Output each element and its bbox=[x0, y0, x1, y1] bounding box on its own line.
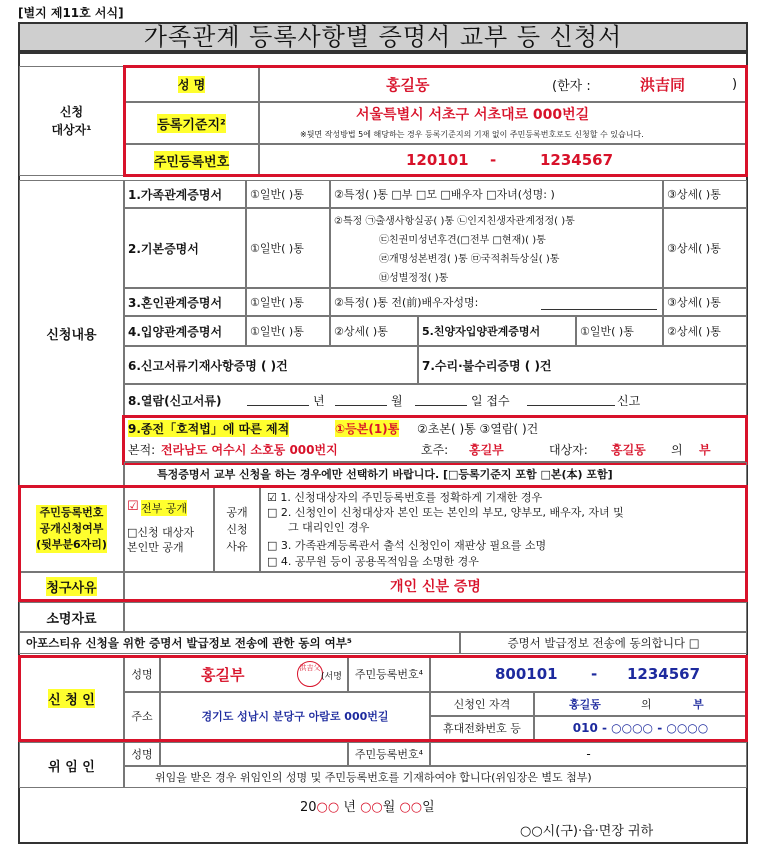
r9-row bbox=[124, 416, 747, 462]
r1-general[interactable]: ①일반( )통 bbox=[246, 180, 330, 208]
applicant-addr-value[interactable]: 경기도 성남시 분당구 아람로 000번길 bbox=[160, 692, 430, 740]
r8-day: 일 접수 bbox=[471, 393, 510, 408]
content-header: 신청내용 bbox=[19, 180, 124, 486]
delegate-header: 위 임 인 bbox=[19, 742, 124, 788]
applicant-rrn-front[interactable]: 800101 bbox=[495, 665, 558, 683]
r8-row bbox=[124, 384, 747, 416]
r8-month-field[interactable] bbox=[335, 405, 387, 406]
applicant-addr-label: 주소 bbox=[124, 692, 160, 740]
r4-detail[interactable]: ②상세( )통 bbox=[330, 316, 418, 346]
r8-year: 년 bbox=[313, 393, 325, 408]
r8-report-field[interactable] bbox=[527, 405, 615, 406]
target-rrn-dash: - bbox=[490, 151, 497, 169]
r9-extract[interactable]: ②초본( )통 ③열람( )건 bbox=[417, 422, 539, 436]
applicant-qual-a[interactable]: 홍길동 bbox=[569, 698, 601, 711]
apostille-consent[interactable]: 증명서 발급정보 전송에 동의합니다 □ bbox=[460, 632, 747, 654]
reason-header bbox=[214, 486, 260, 572]
rrn-disclosure-header bbox=[19, 486, 124, 572]
target-hanja-label: (한자 : bbox=[552, 78, 591, 94]
applicant-qual-b[interactable]: 부 bbox=[693, 698, 704, 711]
applicant-qual-of: 의 bbox=[641, 698, 652, 711]
target-base-note: ※뒷면 작성방법 5에 해당하는 경우 등록기준지의 기재 없이 주민등록번호로도 신청할 수 있습니다. bbox=[300, 130, 644, 139]
delegate-rrn-value[interactable]: - bbox=[430, 742, 747, 766]
r1-label: 1.가족관계증명서 bbox=[124, 180, 246, 208]
r8-label: 8.열람(신고서류) bbox=[128, 393, 222, 408]
r4-label: 4.입양관계증명서 bbox=[124, 316, 246, 346]
applicant-phone-label: 휴대전화번호 등 bbox=[430, 716, 534, 740]
r2-label: 2.기본증명서 bbox=[124, 208, 246, 288]
opt-all-label[interactable]: 전부 공개 bbox=[141, 502, 188, 515]
delegate-rrn-label: 주민등록번호⁴ bbox=[348, 742, 430, 766]
r9-target-label: 대상자: bbox=[549, 443, 588, 457]
r9-head-value[interactable]: 홍길부 bbox=[469, 443, 504, 457]
r5-label: 5.친양자입양관계증명서 bbox=[418, 316, 576, 346]
date-day-fill[interactable]: ○○ bbox=[399, 800, 423, 815]
r9-rel-value[interactable]: 부 bbox=[699, 443, 711, 457]
target-base-label-text: 등록기준지² bbox=[157, 114, 225, 133]
r9-title: 9.종전「호적법」에 따른 제적 bbox=[128, 422, 290, 436]
r8-month: 월 bbox=[391, 393, 403, 408]
target-rrn-label-text: 주민등록번호 bbox=[154, 151, 229, 170]
form-number-label: [별지 제11호 서식] bbox=[18, 6, 124, 20]
reason-1[interactable]: ☑ 1. 신청대상자의 주민등록번호를 정확하게 기재한 경우 bbox=[267, 491, 543, 504]
apostille-label: 아포스티유 신청을 위한 증명서 발급정보 전송에 관한 동의 여부⁵ bbox=[19, 632, 460, 654]
target-rrn-row bbox=[259, 144, 747, 176]
r9-rel-label: 의 bbox=[671, 443, 683, 457]
evidence-value[interactable] bbox=[124, 602, 747, 632]
r3-specific bbox=[330, 288, 663, 316]
target-rrn-back[interactable]: 1234567 bbox=[540, 151, 614, 169]
target-hanja-value[interactable]: 洪吉同 bbox=[640, 75, 686, 94]
seal-stamp: 洪吉父 bbox=[297, 661, 323, 687]
applicant-phone-value[interactable]: 010 - ○○○○ - ○○○○ bbox=[534, 716, 747, 740]
rrn-disclosure-options bbox=[124, 486, 214, 572]
r2-specific-3[interactable]: ㉣개명성본변경( )통 ㉤국적취득상실( )통 bbox=[379, 254, 560, 265]
r3-specific-text: ②특정( )통 전(前)배우자성명: bbox=[334, 296, 479, 309]
r3-spouse-field[interactable] bbox=[541, 309, 657, 310]
r8-report: 신고 bbox=[617, 393, 641, 408]
r1-specific[interactable]: ②특정( )통 □부 □모 □배우자 □자녀(성명: ) bbox=[330, 180, 663, 208]
r6-label[interactable]: 6.신고서류기재사항증명 ( )건 bbox=[124, 346, 418, 384]
rrn-disclosure-header-text: 주민등록번호 공개신청여부 (뒷부분6자리) bbox=[36, 506, 107, 551]
target-base-value[interactable]: 서울특별시 서초구 서초대로 000번길 bbox=[356, 107, 590, 123]
r9-target-value[interactable]: 홍길동 bbox=[611, 443, 646, 457]
purpose-label-text: 청구사유 bbox=[46, 577, 96, 596]
delegate-note-text: 위임을 받은 경우 위임인의 성명 및 주민등록번호를 기재하여야 합니다(위임장은 별도 첨부) bbox=[155, 771, 592, 784]
footer-office: ○○시(구)·읍·면장 귀하 bbox=[520, 824, 654, 839]
opt-all-check[interactable]: ☑ bbox=[127, 499, 139, 514]
r2-specific-4[interactable]: ㉥성별정정( )통 bbox=[379, 273, 449, 284]
r9-origin-label: 본적: bbox=[128, 443, 156, 457]
applicant-rrn-dash: - bbox=[591, 665, 598, 683]
r3-label: 3.혼인관계증명서 bbox=[124, 288, 246, 316]
delegate-name-value[interactable] bbox=[160, 742, 348, 766]
target-base-label bbox=[124, 102, 259, 144]
applicant-name-value[interactable]: 홍길부 bbox=[201, 665, 245, 684]
purpose-value[interactable]: 개인 신분 증명 bbox=[124, 572, 747, 600]
special-note: 특정증명서 교부 신청을 하는 경우에만 선택하기 바랍니다. [□등록기준지 포함 □본(本) 포함] bbox=[124, 462, 747, 486]
r9-origin-value[interactable]: 전라남도 여수시 소호동 000번지 bbox=[161, 443, 338, 457]
reason-3[interactable]: □ 3. 가족관계등록관서 출석 신청인이 재판상 필요를 소명 bbox=[267, 539, 547, 552]
reason-4[interactable]: □ 4. 공무원 등이 공용목적임을 소명한 경우 bbox=[267, 555, 479, 568]
r2-general[interactable]: ①일반( )통 bbox=[246, 208, 330, 288]
date-month-fill[interactable]: ○○ bbox=[360, 800, 383, 815]
applicant-header-text: 신 청 인 bbox=[48, 689, 95, 708]
date-month: 월 bbox=[382, 800, 396, 815]
r8-year-field[interactable] bbox=[247, 405, 309, 406]
applicant-qual-label: 신청인 자격 bbox=[430, 692, 534, 716]
date-prefix: 20 bbox=[300, 800, 317, 815]
target-hanja-close: ) bbox=[732, 76, 738, 92]
target-base-row bbox=[259, 102, 747, 144]
r9-head-label: 호주: bbox=[421, 443, 449, 457]
r7-label[interactable]: 7.수리·불수리증명 ( )건 bbox=[418, 346, 747, 384]
r5-detail[interactable]: ②상세( )통 bbox=[663, 316, 747, 346]
form-title: 가족관계 등록사항별 증명서 교부 등 신청서 bbox=[18, 22, 748, 52]
applicant-rrn-back[interactable]: 1234567 bbox=[627, 665, 701, 683]
applicant-sign-suffix: (서명 bbox=[321, 672, 342, 682]
r3-general[interactable]: ①일반( )통 bbox=[246, 288, 330, 316]
opt-self-label[interactable]: □신청 대상자 본인만 공개 bbox=[127, 526, 195, 554]
delegate-note bbox=[124, 766, 747, 788]
date-year: 년 bbox=[343, 800, 356, 815]
r3-detail[interactable]: ③상세( )통 bbox=[663, 288, 747, 316]
applicant-name-cell bbox=[160, 656, 348, 692]
r1-detail[interactable]: ③상세( )통 bbox=[663, 180, 747, 208]
reason-list bbox=[260, 486, 747, 572]
r2-detail[interactable]: ③상세( )통 bbox=[663, 208, 747, 288]
date-day: 일 bbox=[422, 800, 435, 815]
target-rrn-front[interactable]: 120101 bbox=[406, 151, 469, 169]
applicant-header bbox=[19, 656, 124, 740]
r2-specific bbox=[330, 208, 663, 288]
target-name-label bbox=[124, 66, 259, 102]
applicant-name-label: 성명 bbox=[124, 656, 160, 692]
target-rrn-label bbox=[124, 144, 259, 176]
evidence-label: 소명자료 bbox=[19, 602, 124, 632]
r4-general[interactable]: ①일반( )통 bbox=[246, 316, 330, 346]
delegate-name-label: 성명 bbox=[124, 742, 160, 766]
r2-specific-2[interactable]: ㉢친권미성년후견(□전부 □현재)( )통 bbox=[379, 235, 546, 246]
target-name-label-text: 성 명 bbox=[177, 77, 206, 92]
applicant-qual-cell bbox=[534, 692, 747, 716]
applicant-rrn-cell bbox=[430, 656, 747, 692]
reason-header-text: 공개 신청 사유 bbox=[226, 505, 248, 553]
target-name-row bbox=[259, 66, 747, 102]
purpose-label bbox=[19, 572, 124, 600]
r9-copy[interactable]: ①등본(1)통 bbox=[335, 422, 400, 436]
reason-2[interactable]: □ 2. 신청인이 신청대상자 본인 또는 본인의 부모, 양부모, 배우자, 자녀 및 그 대리인인 경우 bbox=[267, 506, 624, 534]
applicant-rrn-label: 주민등록번호⁴ bbox=[348, 656, 430, 692]
r8-day-field[interactable] bbox=[415, 405, 467, 406]
r2-specific-1[interactable]: ②특정 ㉠출생사항실공( )통 ㉡인지친생자관계정정( )통 bbox=[334, 216, 575, 227]
footer-date bbox=[300, 796, 435, 815]
target-header: 신청 대상자¹ bbox=[19, 66, 124, 176]
r5-general[interactable]: ①일반( )통 bbox=[576, 316, 663, 346]
target-name-value[interactable]: 홍길동 bbox=[386, 75, 430, 94]
date-year-fill[interactable]: ○○ bbox=[316, 800, 340, 815]
